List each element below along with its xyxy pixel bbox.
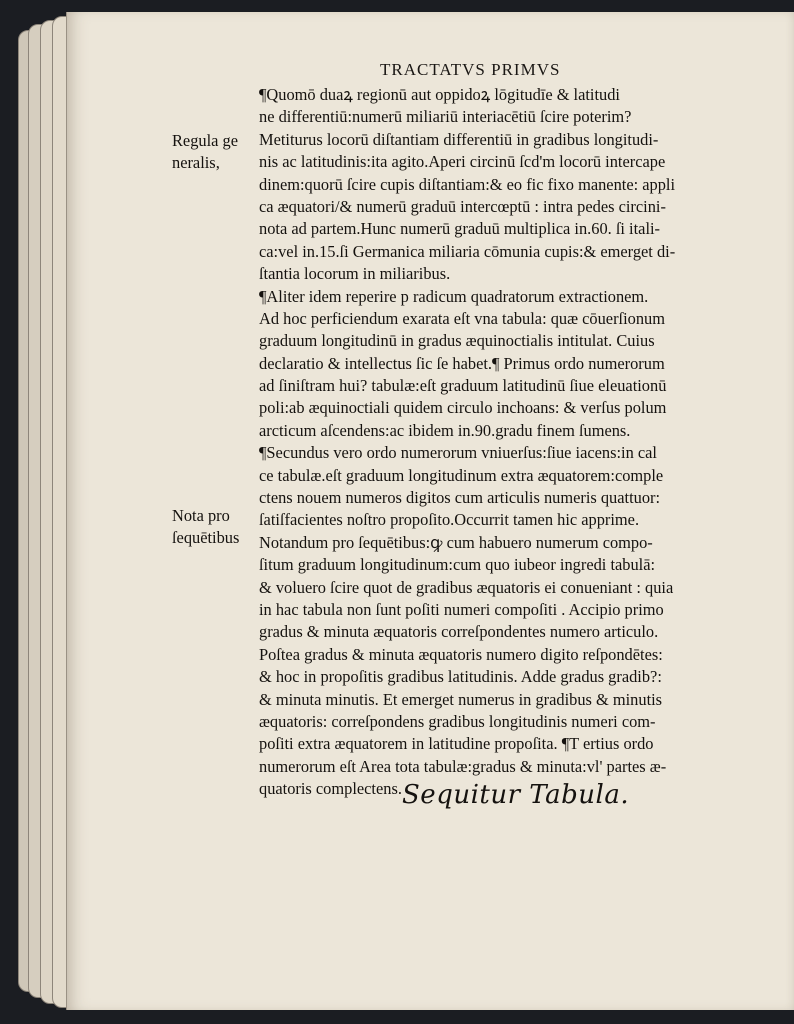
text-line: declaratio & intellectus ſic ſe habet.¶ Primus ordo numerorum [259,353,665,373]
text-line: Ad hoc perficiendum exarata eſt vna tabula: quæ cōuerſionum [259,308,665,328]
text-line: in hac tabula non ſunt poſiti numeri compoſiti . Accipio primo [259,599,664,619]
text-line: ce tabulæ.eſt graduum longitudinum extra æquatorem:comple [259,465,664,485]
text-line: ſtantia locorum in miliaribus. [259,264,451,284]
text-line: & minuta minutis. Et emerget numerus in gradibus & minutis [259,689,663,709]
text-line: numerorum eſt Area tota tabulæ:gradus & minuta:vl' partes æ- [259,756,667,776]
text-line: graduum longitudinū in gradus æquinoctialis intitulat. Cuius [259,331,655,351]
text-line: æquatoris: correſpondens gradibus longitudinis numeri com- [259,711,656,731]
text-line: Notandum pro ſequētibus:ꝙ cum habuero numerum compo- [259,532,653,552]
body-text [259,84,754,801]
text-line: ca:vel in.15.ſi Germanica miliaria cōmunia cupis:& emerget di- [259,241,676,261]
margin-note-line: Regula ge [172,131,238,150]
text-line: & voluero ſcire quot de gradibus æquatoris ei conueniant : quia [259,577,674,597]
text-line: ſatiſfacientes noſtro propoſito.Occurrit tamen hic apprime. [259,510,640,530]
text-line: & hoc in propoſitis gradibus latitudinis. Adde gradus gradib?: [259,667,662,687]
footer-heading: Sequitur Tabula. [402,780,630,810]
text-line: poſiti extra æquatorem in latitudine propoſita. ¶T ertius ordo [259,734,654,754]
text-line: nis ac latitudinis:ita agito.Aperi circinū ſcd'm locorū intercape [259,152,666,172]
text-line: ¶Quomō duaꝝ regionū aut oppidoꝝ lōgitudīe & latitudi [259,85,620,104]
text-line: quatoris complectens. [259,779,402,799]
text-line: ¶Aliter idem reperire p radicum quadratorum extractionem. [259,286,649,306]
margin-note-nota [172,505,239,549]
margin-note-regula [172,130,238,174]
text-line: Metiturus locorū diſtantiam differentiū in gradibus longitudi- [259,129,659,149]
running-header: TRACTATVS PRIMVS [380,60,561,79]
text-line: ad ſiniſtram hui? tabulæ:eſt graduum latitudinū ſiue eleuationū [259,376,667,396]
text-line: ca æquatori/& numerū graduū intercœptū : intra pedes circini- [259,196,666,216]
text-line: ne differentiū:numerū miliariū interiacētiū ſcire poterim? [259,107,632,127]
text-line: ctens nouem numeros digitos cum articulis numeris quattuor: [259,488,661,508]
text-line: gradus & minuta æquatoris correſpondentes numero articulo. [259,622,659,642]
margin-note-line: neralis, [172,153,220,172]
text-line: Poſtea gradus & minuta æquatoris numero digito reſpondētes: [259,644,663,664]
text-line: dinem:quorū ſcire cupis diſtantiam:& eo fic fixo manente: appli [259,174,676,194]
text-line: poli:ab æquinoctiali quidem circulo inchoans: & verſus polum [259,398,667,418]
margin-note-line: Nota pro [172,506,230,525]
text-line: ¶Secundus vero ordo numerorum vniuerſus:ſiue iacens:in cal [259,443,657,463]
text-line: ſitum graduum longitudinum:cum quo iubeor ingredi tabulā: [259,555,656,575]
text-line: nota ad partem.Hunc numerū graduū multiplica in.60. ſi itali- [259,219,661,239]
margin-note-line: ſequētibus [172,528,240,547]
text-line: arcticum aſcendens:ac ibidem in.90.gradu finem ſumens. [259,420,631,440]
